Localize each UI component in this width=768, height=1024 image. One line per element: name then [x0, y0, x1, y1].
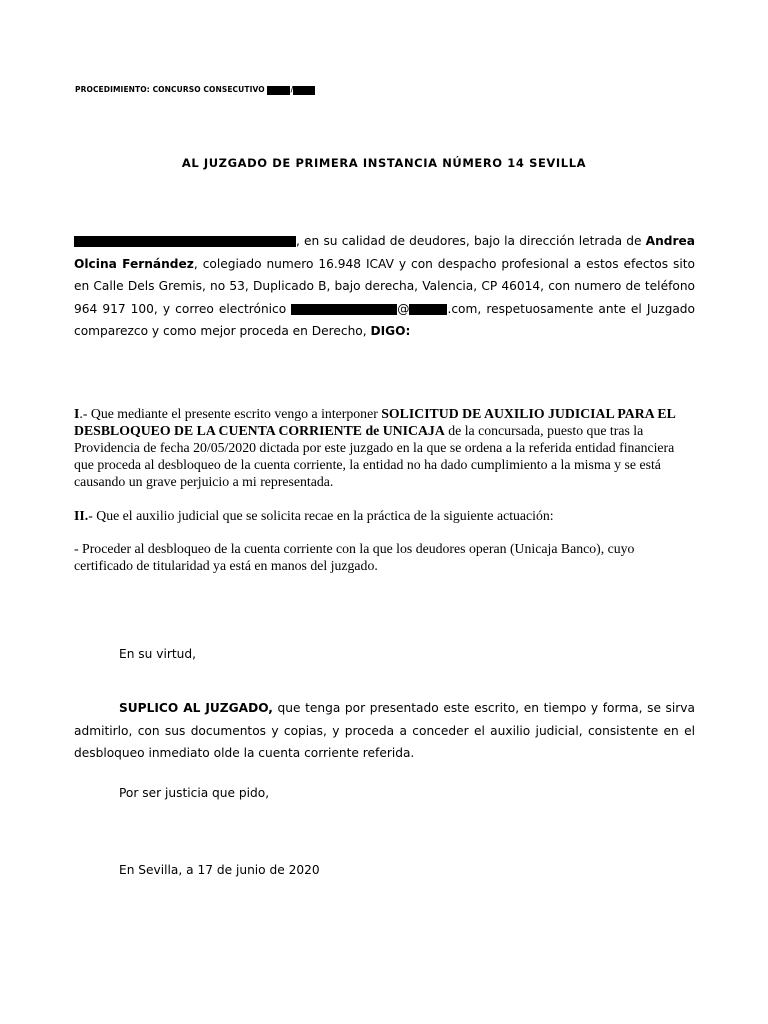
digo-label: DIGO:	[370, 324, 411, 338]
redaction-bar	[291, 304, 397, 315]
redaction-bar	[293, 86, 315, 95]
place-date-line: En Sevilla, a 17 de junio de 2020	[119, 863, 320, 877]
justicia-line: Por ser justicia que pido,	[119, 786, 270, 800]
lawyer-name: Andrea Olcina Fernández	[74, 234, 696, 271]
bullet-paragraph: - Proceder al desbloqueo de la cuenta corriente con la que los deudores operan (Unicaja Banco), cuyo certificado de titularidad ya está en manos del juzgado.	[74, 541, 635, 573]
intro-paragraph	[74, 230, 695, 343]
court-title: AL JUZGADO DE PRIMERA INSTANCIA NÚMERO 14 SEVILLA	[181, 156, 587, 170]
suplico-label: SUPLICO AL JUZGADO,	[119, 701, 273, 715]
virtud-line: En su virtud,	[119, 647, 196, 661]
section-2-text: - Que el auxilio judicial que se solicita recae en la práctica de la siguiente actuación:	[88, 508, 554, 523]
section-1-text-1: .- Que mediante el presente escrito vengo a interponer	[79, 406, 382, 421]
intro-text-1: , en su calidad de deudores, bajo la dirección letrada de	[296, 234, 642, 248]
procedure-header	[75, 85, 315, 95]
redaction-bar	[74, 236, 296, 247]
redaction-bar	[267, 86, 290, 95]
intro-text-2: , colegiado numero 16.948 ICAV y con despacho profesional a estos efectos sito en Calle Dels Gremis, no 53, Duplicado B, bajo derecha, Valencia, CP 46014, con numero de teléfono 964 917 100, y correo electrónico	[74, 256, 695, 316]
section-2-number: II.	[74, 508, 89, 523]
suplico-paragraph	[74, 697, 695, 765]
redaction-bar	[409, 304, 447, 315]
procedure-label: PROCEDIMIENTO:	[75, 85, 150, 94]
email-at: @	[397, 301, 410, 316]
intro-text-3: , respetuosamente ante el Juzgado comparezco y como mejor proceda en Derecho,	[74, 301, 695, 338]
section-1-paragraph	[74, 405, 696, 490]
email-domain-suffix: .com	[447, 301, 478, 316]
section-1-bold-request: SOLICITUD DE AUXILIO JUDICIAL PARA EL DESBLOQUEO DE LA CUENTA CORRIENTE de UNICAJA	[74, 406, 676, 438]
procedure-value: CONCURSO CONSECUTIVO	[152, 85, 265, 94]
section-2-paragraph	[74, 507, 696, 524]
suplico-text: que tenga por presentado este escrito, en tiempo y forma, se sirva admitirlo, con sus documentos y copias, y proceda a conceder el auxilio judicial, consistente en el desbloqueo inmediato olde la cuenta corriente referida.	[74, 701, 695, 760]
section-1-number: I	[74, 406, 80, 421]
procedure-separator: /	[290, 85, 294, 94]
section-1-text-2: de la concursada, puesto que tras la Providencia de fecha 20/05/2020 dictada por este juzgado en la que se ordena a la referida entidad financiera que proceda al desbloqueo de la cuenta corriente, la entidad no ha dado cumplimiento a la misma y se está causando un grave perjuicio a mi representada.	[74, 423, 675, 489]
